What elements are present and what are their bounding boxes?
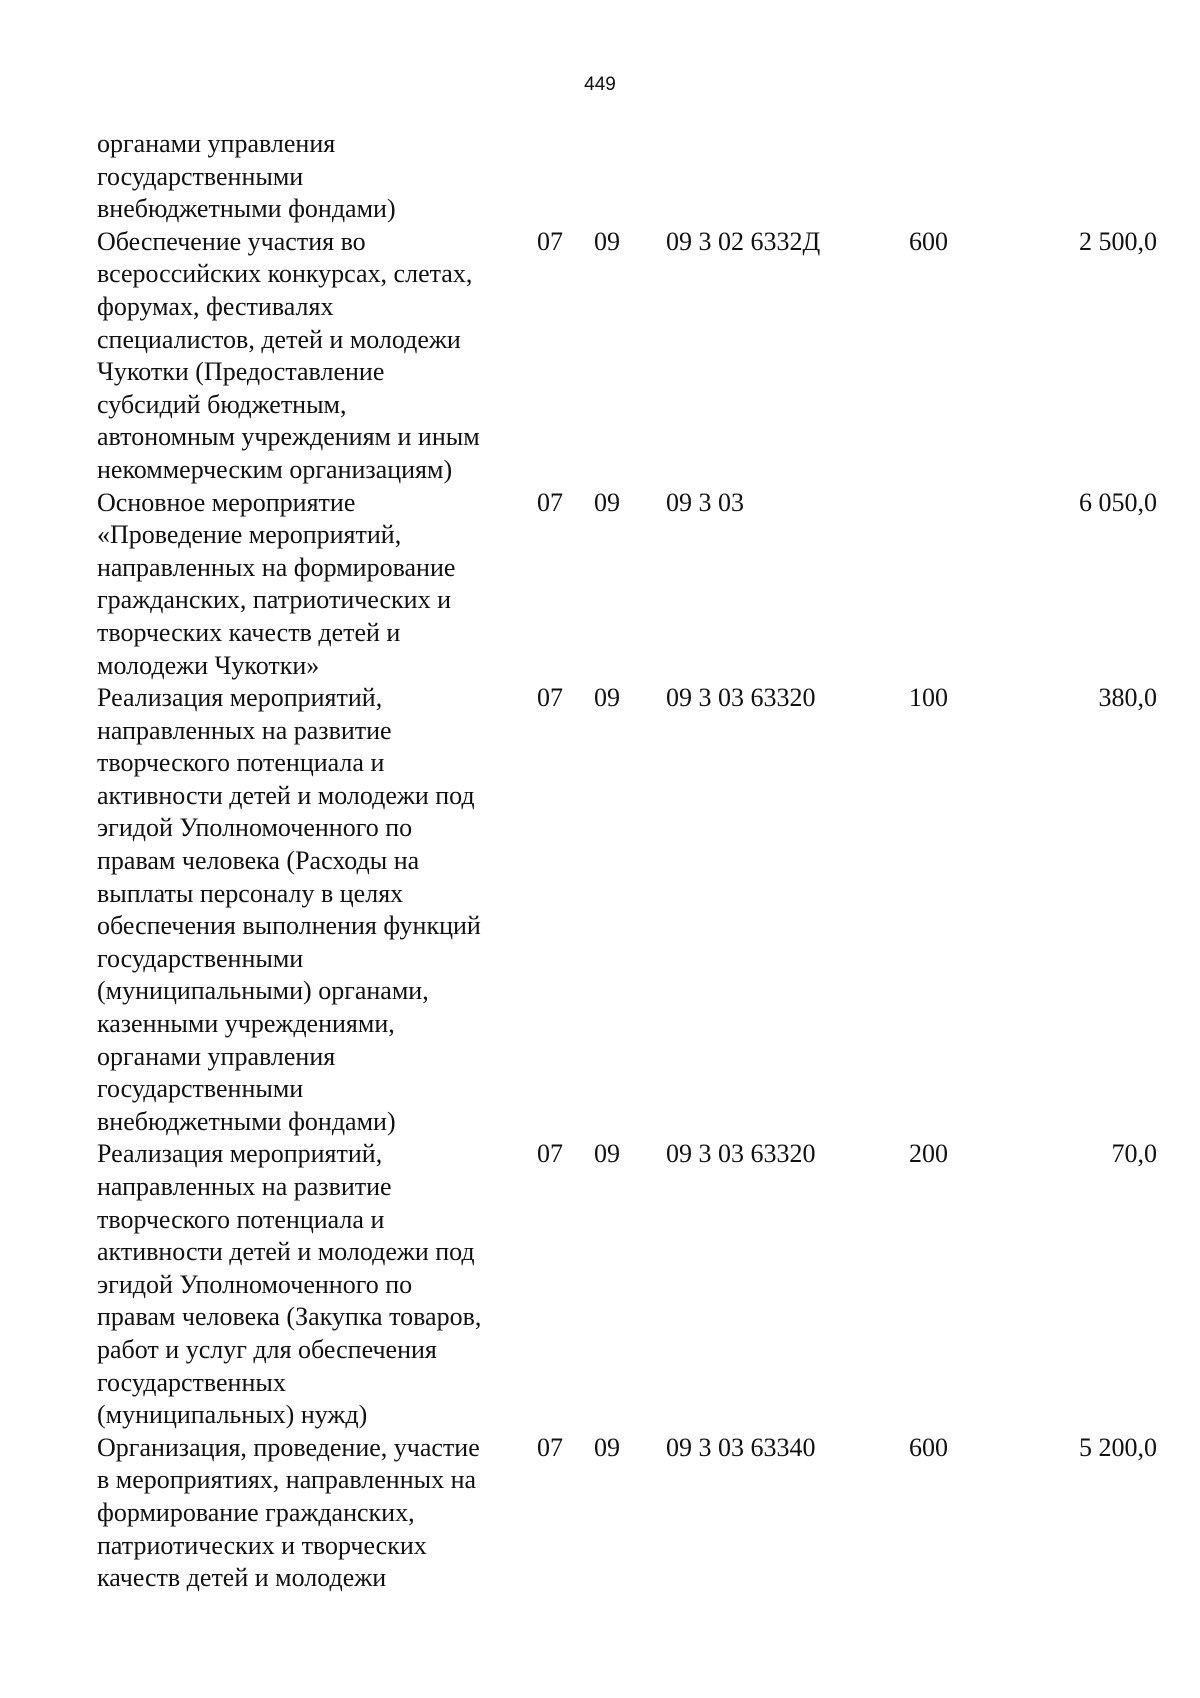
row-description: Обеспечение участия во всероссийских конкурсах, слетах, форумах, фестивалях специалистов, детей и молодежи Чукотки (Предоставление субсидий бюджетным, автономным учреждениям и иным некоммерческим организациям): [97, 226, 480, 484]
row-target-article-code: 09 3 03 63340: [666, 1432, 816, 1462]
row-target-article-code: 09 3 03 63320: [666, 1139, 816, 1169]
row-expense-type-code: 200: [909, 1139, 948, 1169]
row-expense-type-code: 600: [909, 1432, 948, 1462]
row-expense-type-code: 100: [909, 683, 948, 713]
row-description: Организация, проведение, участие в мероприятиях, направленных на формирование гражданских, патриотических и творческих качеств детей и молодежи: [97, 1432, 480, 1593]
row-amount: 6 050,0: [1079, 487, 1157, 517]
row-section-code: 07: [537, 1139, 563, 1169]
row-subsection-code: 09: [594, 1139, 620, 1169]
row-section-code: 07: [537, 226, 563, 256]
row-section-code: 07: [537, 487, 563, 517]
table-row: [97, 682, 1157, 1138]
row-amount: 380,0: [1098, 683, 1157, 713]
row-section-code: 07: [537, 1432, 563, 1462]
row-subsection-code: 09: [594, 1432, 620, 1462]
table-row: [97, 1138, 1157, 1431]
row-subsection-code: 09: [594, 487, 620, 517]
row-target-article-code: 09 3 03: [666, 487, 744, 517]
budget-table: [97, 128, 1157, 1595]
table-row: [97, 487, 1157, 683]
row-amount: 2 500,0: [1079, 226, 1157, 256]
row-subsection-code: 09: [594, 683, 620, 713]
row-section-code: 07: [537, 683, 563, 713]
row-description: органами управления государственными внебюджетными фондами): [97, 129, 396, 224]
row-amount: 70,0: [1111, 1139, 1157, 1169]
row-target-article-code: 09 3 03 63320: [666, 683, 816, 713]
table-row: [97, 226, 1157, 487]
row-amount: 5 200,0: [1079, 1432, 1157, 1462]
row-description: Реализация мероприятий, направленных на развитие творческого потенциала и активности детей и молодежи под эгидой Уполномоченного по правам человека (Расходы на выплаты персоналу в целях обеспечения выполнения функций государственными (муниципальными) органами, казенными учреждениями, органами управления государственными внебюджетными фондами): [97, 683, 481, 1136]
table-row: [97, 1432, 1157, 1595]
row-description: Основное мероприятие «Проведение мероприятий, направленных на формирование гражданских, патриотических и творческих качеств детей и молодежи Чукотки»: [97, 487, 456, 680]
row-subsection-code: 09: [594, 226, 620, 256]
row-target-article-code: 09 3 02 6332Д: [666, 226, 821, 256]
row-description: Реализация мероприятий, направленных на развитие творческого потенциала и активности детей и молодежи под эгидой Уполномоченного по правам человека (Закупка товаров, работ и услуг для обеспечения государственных (муниципальных) нужд): [97, 1139, 482, 1430]
page-number: 449: [584, 74, 616, 95]
table-row: [97, 128, 1157, 226]
row-expense-type-code: 600: [909, 226, 948, 256]
